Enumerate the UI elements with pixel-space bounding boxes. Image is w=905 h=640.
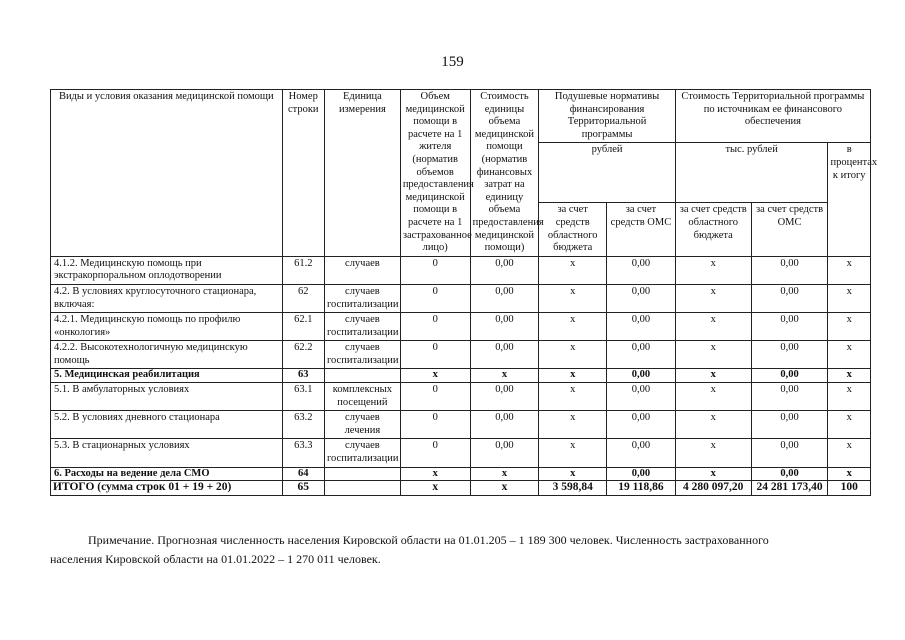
header-total-oms: за счет средств ОМС bbox=[751, 203, 828, 256]
cell-volume: x bbox=[400, 481, 470, 496]
cell-volume: 0 bbox=[400, 411, 470, 439]
cell-row-number: 61.2 bbox=[282, 256, 324, 284]
page-number: 159 bbox=[441, 54, 464, 70]
cell-percapita-oms: 0,00 bbox=[607, 369, 676, 383]
header-percapita-unit: рублей bbox=[539, 143, 675, 203]
cell-cost: 0,00 bbox=[470, 341, 539, 369]
header-total-budget: за счет средств областного бюджета bbox=[675, 203, 751, 256]
cell-total-budget: 4 280 097,20 bbox=[675, 481, 751, 496]
cell-percent: x bbox=[828, 411, 871, 439]
cell-percapita-budget: x bbox=[539, 313, 607, 341]
table-row bbox=[51, 411, 871, 439]
cell-total-oms: 0,00 bbox=[751, 313, 828, 341]
cell-unit: случаев госпитализации bbox=[324, 313, 400, 341]
cell-unit bbox=[324, 467, 400, 481]
cell-percapita-oms: 0,00 bbox=[607, 284, 676, 312]
cell-name: ИТОГО (сумма строк 01 + 19 + 20) bbox=[51, 481, 283, 496]
cell-unit: случаев госпитализации bbox=[324, 341, 400, 369]
table-row bbox=[51, 341, 871, 369]
cell-percapita-budget: x bbox=[539, 341, 607, 369]
cell-percapita-budget: 3 598,84 bbox=[539, 481, 607, 496]
cell-cost: x bbox=[470, 481, 539, 496]
cell-volume: 0 bbox=[400, 256, 470, 284]
cell-total-budget: x bbox=[675, 341, 751, 369]
header-unit: Единица измерения bbox=[324, 90, 400, 257]
header-percapita: Подушевые нормативы финансирования Территориальной программы bbox=[539, 90, 675, 143]
cell-percapita-budget: x bbox=[539, 439, 607, 467]
cell-row-number: 62.1 bbox=[282, 313, 324, 341]
cell-total-oms: 0,00 bbox=[751, 341, 828, 369]
cell-percent: x bbox=[828, 369, 871, 383]
cell-percent: x bbox=[828, 256, 871, 284]
cell-percapita-budget: x bbox=[539, 284, 607, 312]
cell-unit bbox=[324, 481, 400, 496]
footnote bbox=[50, 531, 872, 569]
cell-total-oms: 0,00 bbox=[751, 411, 828, 439]
header-total-cost: Стоимость Территориальной программы по источникам ее финансового обеспечения bbox=[675, 90, 870, 143]
cell-row-number: 63.2 bbox=[282, 411, 324, 439]
cell-percapita-oms: 0,00 bbox=[607, 439, 676, 467]
cell-cost: x bbox=[470, 467, 539, 481]
header-percent: в процентах к итогу bbox=[828, 143, 871, 256]
header-row-1 bbox=[51, 90, 871, 143]
cell-total-oms: 0,00 bbox=[751, 369, 828, 383]
cell-total-budget: x bbox=[675, 256, 751, 284]
cell-percapita-oms: 0,00 bbox=[607, 467, 676, 481]
cell-percapita-oms: 0,00 bbox=[607, 256, 676, 284]
table-row bbox=[51, 284, 871, 312]
header-total-unit: тыс. рублей bbox=[675, 143, 828, 203]
cell-percapita-budget: x bbox=[539, 467, 607, 481]
cell-percapita-oms: 0,00 bbox=[607, 411, 676, 439]
cell-unit bbox=[324, 369, 400, 383]
cell-unit: случаев госпитализации bbox=[324, 439, 400, 467]
cell-volume: 0 bbox=[400, 313, 470, 341]
cell-total-oms: 0,00 bbox=[751, 284, 828, 312]
cell-volume: x bbox=[400, 467, 470, 481]
footnote-line-2: населения Кировской области на 01.01.2022 – 1 270 011 человек. bbox=[50, 552, 381, 566]
cell-total-budget: x bbox=[675, 383, 751, 411]
cell-total-budget: x bbox=[675, 411, 751, 439]
cell-total-oms: 0,00 bbox=[751, 439, 828, 467]
cell-total-oms: 0,00 bbox=[751, 383, 828, 411]
cell-name: 5.1. В амбулаторных условиях bbox=[51, 383, 283, 411]
cell-percent: x bbox=[828, 284, 871, 312]
cell-percent: x bbox=[828, 313, 871, 341]
cell-percapita-budget: x bbox=[539, 411, 607, 439]
cell-percent: x bbox=[828, 467, 871, 481]
cell-total-budget: x bbox=[675, 369, 751, 383]
cell-percent: x bbox=[828, 439, 871, 467]
cell-row-number: 62.2 bbox=[282, 341, 324, 369]
cell-name: 5.2. В условиях дневного стационара bbox=[51, 411, 283, 439]
footnote-line-1: Примечание. Прогнозная численность населения Кировской области на 01.01.205 – 1 189 300 человек. Численность застрахованного bbox=[88, 533, 769, 547]
table-row bbox=[51, 439, 871, 467]
header-row-number: Номер строки bbox=[282, 90, 324, 257]
cell-total-budget: x bbox=[675, 467, 751, 481]
cell-row-number: 63.1 bbox=[282, 383, 324, 411]
header-name: Виды и условия оказания медицинской помощи bbox=[51, 90, 283, 257]
cell-volume: 0 bbox=[400, 383, 470, 411]
cell-row-number: 62 bbox=[282, 284, 324, 312]
header-volume: Объем медицинской помощи в расчете на 1 жителя (норматив объемов предоставления медицинской помощи в расчете на 1 застрахованное лицо) bbox=[400, 90, 470, 257]
table-row bbox=[51, 313, 871, 341]
cell-name: 4.2. В условиях круглосуточного стационара, включая: bbox=[51, 284, 283, 312]
header-percapita-budget: за счет средств областного бюджета bbox=[539, 203, 607, 256]
cell-percapita-oms: 0,00 bbox=[607, 383, 676, 411]
cell-row-number: 65 bbox=[282, 481, 324, 496]
financing-table bbox=[50, 89, 878, 496]
cell-row-number: 63.3 bbox=[282, 439, 324, 467]
cell-total-budget: x bbox=[675, 284, 751, 312]
cell-unit: случаев bbox=[324, 256, 400, 284]
table-row bbox=[51, 383, 871, 411]
cell-unit: комплексных посещений bbox=[324, 383, 400, 411]
cell-unit: случаев лечения bbox=[324, 411, 400, 439]
cell-volume: 0 bbox=[400, 284, 470, 312]
cell-percapita-budget: x bbox=[539, 369, 607, 383]
table-row bbox=[51, 256, 871, 284]
cell-percapita-oms: 0,00 bbox=[607, 313, 676, 341]
cell-percapita-oms: 0,00 bbox=[607, 341, 676, 369]
cell-cost: 0,00 bbox=[470, 313, 539, 341]
header-cost: Стоимость единицы объема медицинской помощи (норматив финансовых затрат на единицу объема предоставления медицинской помощи) bbox=[470, 90, 539, 257]
cell-name: 4.2.1. Медицинскую помощь по профилю «онкология» bbox=[51, 313, 283, 341]
cell-volume: 0 bbox=[400, 439, 470, 467]
table-row-section bbox=[51, 369, 871, 383]
cell-percent: x bbox=[828, 383, 871, 411]
table-row-total bbox=[51, 481, 871, 496]
cell-total-oms: 0,00 bbox=[751, 467, 828, 481]
cell-percent: 100 bbox=[828, 481, 871, 496]
cell-name: 4.2.2. Высокотехнологичную медицинскую помощь bbox=[51, 341, 283, 369]
cell-total-budget: x bbox=[675, 439, 751, 467]
cell-row-number: 64 bbox=[282, 467, 324, 481]
cell-unit: случаев госпитализации bbox=[324, 284, 400, 312]
cell-name: 5. Медицинская реабилитация bbox=[51, 369, 283, 383]
cell-cost: 0,00 bbox=[470, 411, 539, 439]
cell-total-budget: x bbox=[675, 313, 751, 341]
cell-row-number: 63 bbox=[282, 369, 324, 383]
cell-volume: 0 bbox=[400, 341, 470, 369]
cell-cost: 0,00 bbox=[470, 383, 539, 411]
cell-percapita-budget: x bbox=[539, 383, 607, 411]
header-percapita-oms: за счет средств ОМС bbox=[607, 203, 676, 256]
cell-total-oms: 24 281 173,40 bbox=[751, 481, 828, 496]
cell-cost: 0,00 bbox=[470, 439, 539, 467]
cell-name: 6. Расходы на ведение дела СМО bbox=[51, 467, 283, 481]
cell-percent: x bbox=[828, 341, 871, 369]
cell-cost: 0,00 bbox=[470, 256, 539, 284]
cell-cost: 0,00 bbox=[470, 284, 539, 312]
table-row-section bbox=[51, 467, 871, 481]
cell-total-oms: 0,00 bbox=[751, 256, 828, 284]
cell-percapita-oms: 19 118,86 bbox=[607, 481, 676, 496]
cell-name: 5.3. В стационарных условиях bbox=[51, 439, 283, 467]
cell-percapita-budget: x bbox=[539, 256, 607, 284]
cell-cost: x bbox=[470, 369, 539, 383]
cell-name: 4.1.2. Медицинскую помощь при экстракорпоральном оплодотворении bbox=[51, 256, 283, 284]
cell-volume: x bbox=[400, 369, 470, 383]
